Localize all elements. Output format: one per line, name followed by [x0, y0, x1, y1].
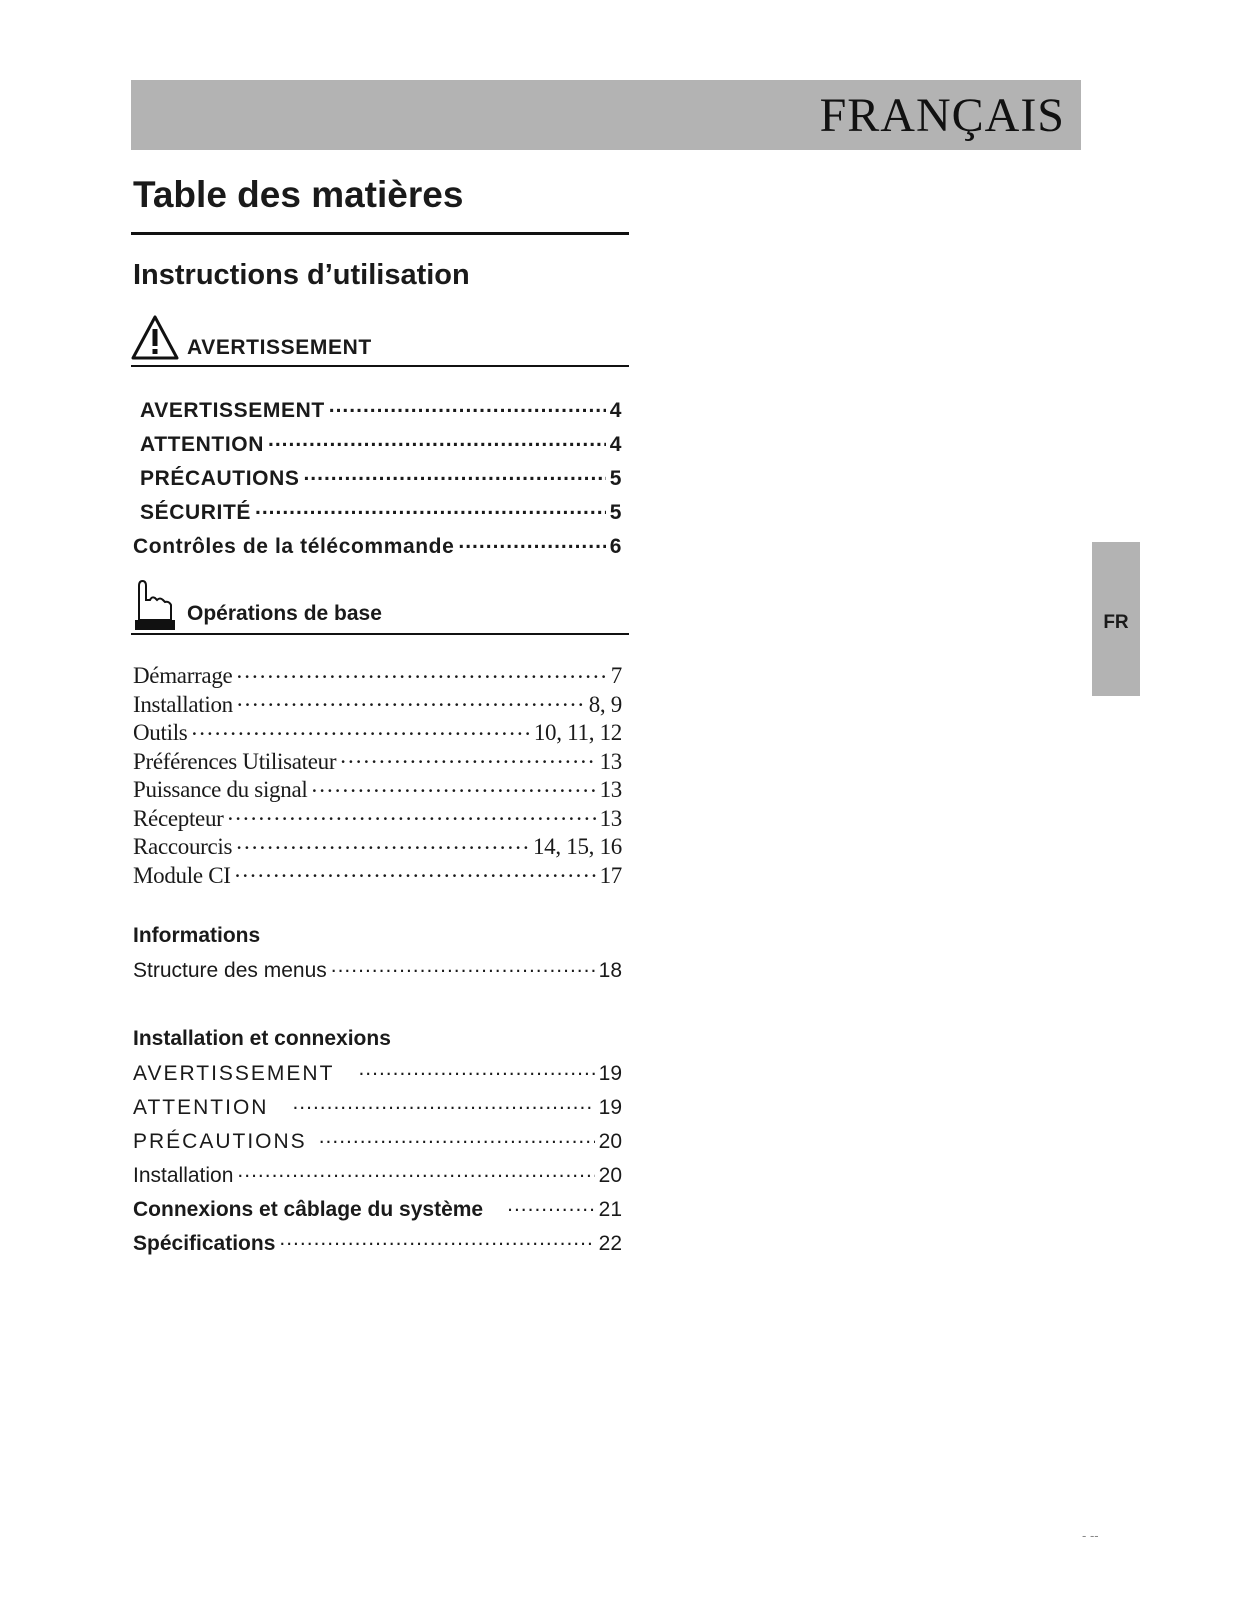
leader-dots	[319, 1127, 595, 1148]
leader-dots	[279, 1229, 594, 1250]
side-tab-label: FR	[1103, 612, 1129, 633]
leader-dots	[228, 803, 596, 826]
toc-entry[interactable]: Installation ..... 20	[133, 1161, 622, 1195]
leader-dots	[255, 498, 606, 519]
toc-entry[interactable]: Installation ..... 8, 9	[133, 689, 622, 718]
leader-dots	[311, 774, 595, 797]
toc-entry[interactable]: PRÉCAUTIONS ..... 5	[133, 464, 622, 498]
language-label: FRANÇAIS	[819, 89, 1065, 142]
installation-heading: Installation et connexions	[133, 1027, 391, 1050]
toc-entry[interactable]: ATTENTION ..... 19	[133, 1093, 622, 1127]
toc-entry[interactable]: Outils ..... 10, 11, 12	[133, 717, 622, 746]
page-title: Table des matières	[133, 174, 464, 215]
leader-dots	[358, 1059, 594, 1080]
basic-ops-entries	[133, 660, 622, 888]
leader-dots	[268, 430, 606, 451]
toc-entry[interactable]: Connexions et câblage du système ..... 21	[133, 1195, 622, 1229]
leader-dots	[303, 464, 605, 485]
leader-dots	[292, 1093, 594, 1114]
language-side-tab	[1092, 542, 1140, 696]
toc-entry[interactable]: Démarrage ..... 7	[133, 660, 622, 689]
installation-entries	[133, 1059, 622, 1263]
leader-dots	[235, 860, 596, 883]
leader-dots	[507, 1195, 595, 1216]
toc-entry[interactable]: Structure des menus ..... 18	[133, 956, 622, 990]
pointing-hand-icon	[133, 576, 175, 636]
leader-dots	[340, 746, 595, 769]
leader-dots	[236, 660, 606, 683]
leader-dots	[191, 717, 529, 740]
toc-entry[interactable]: Spécifications ..... 22	[133, 1229, 622, 1263]
toc-entry[interactable]: PRÉCAUTIONS ..... 20	[133, 1127, 622, 1161]
leader-dots	[329, 396, 606, 417]
basic-ops-heading-label: Opérations de base	[187, 602, 382, 625]
warning-heading	[131, 314, 629, 362]
toc-entry[interactable]: Contrôles de la télécommande ..... 6	[133, 532, 622, 566]
toc-entry[interactable]: AVERTISSEMENT ..... 19	[133, 1059, 622, 1093]
toc-entry[interactable]: Préférences Utilisateur ..... 13	[133, 746, 622, 775]
informations-entries	[133, 956, 622, 990]
basic-ops-divider	[131, 633, 629, 635]
page-number: - --	[1082, 1528, 1099, 1543]
toc-entry[interactable]: Récepteur ..... 13	[133, 803, 622, 832]
toc-entry[interactable]: Module CI ..... 17	[133, 860, 622, 889]
section-title: Instructions d’utilisation	[133, 259, 470, 291]
leader-dots	[237, 689, 585, 712]
toc-entry[interactable]: ATTENTION ..... 4	[133, 430, 622, 464]
informations-heading: Informations	[133, 924, 261, 947]
title-divider	[131, 232, 629, 235]
basic-ops-heading	[131, 576, 629, 632]
toc-entry[interactable]: Raccourcis ..... 14, 15, 16	[133, 831, 622, 860]
leader-dots	[331, 956, 595, 977]
warning-triangle-icon	[131, 314, 179, 366]
leader-dots	[458, 532, 605, 553]
toc-entry[interactable]: SÉCURITÉ ..... 5	[133, 498, 622, 532]
toc-entry[interactable]: Puissance du signal ..... 13	[133, 774, 622, 803]
toc-entry[interactable]: AVERTISSEMENT ..... 4	[133, 396, 622, 430]
warning-divider	[131, 365, 629, 367]
leader-dots	[237, 1161, 594, 1182]
warning-entries	[133, 396, 622, 566]
language-banner	[131, 80, 1081, 150]
warning-heading-label: AVERTISSEMENT	[187, 336, 372, 359]
leader-dots	[236, 831, 529, 854]
